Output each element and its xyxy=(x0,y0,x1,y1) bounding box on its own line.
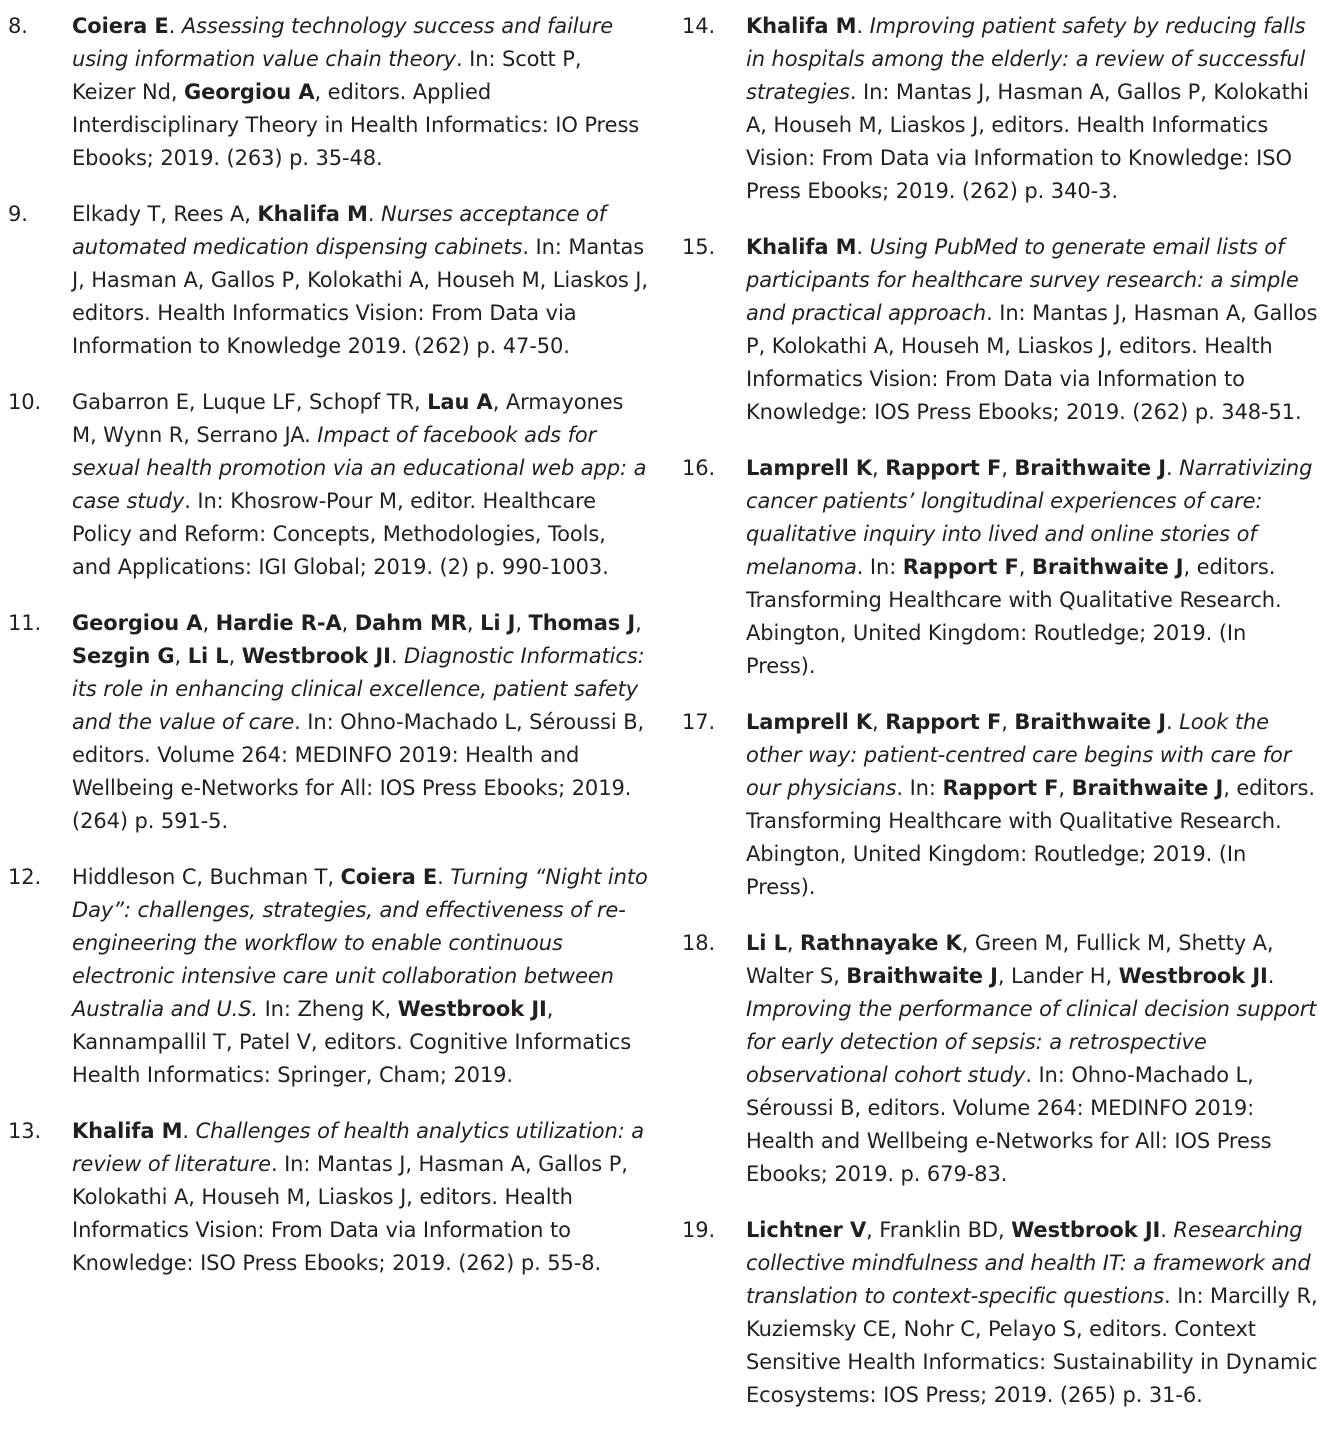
author-name-bold: Westbrook JI xyxy=(1118,964,1268,988)
author-name-bold: Braithwaite J xyxy=(846,964,998,988)
author-name-bold: Li L xyxy=(187,644,229,668)
citation-text: . In: xyxy=(856,555,903,579)
author-name-bold: Sezgin G xyxy=(72,644,175,668)
author-name-bold: Braithwaite J xyxy=(1071,776,1224,800)
author-name-bold: Lamprell K xyxy=(746,710,873,734)
reference-number: 10. xyxy=(8,390,42,414)
citation-text: . In: Mantas J, Hasman A, Gallos P, Kolokathi A, Househ M, Liaskos J, editors. Health Informatics Vision: From Data via Information to Knowledge: IOS Press Ebooks; 2019. (262) p. 348-51. xyxy=(746,301,1318,424)
citation-text: , editors. Transforming Healthcare with Qualitative Research. Abington, United Kingdom: Routledge; 2019. (In Press). xyxy=(746,776,1315,899)
author-name-bold: Braithwaite J xyxy=(1014,710,1166,734)
author-name-bold: Braithwaite J xyxy=(1014,456,1166,480)
reference-entry xyxy=(8,1115,650,1280)
citation-text: Gabarron E, Luque LF, Schopf TR, xyxy=(72,390,428,414)
citation-text: . xyxy=(437,865,451,889)
citation-text: . xyxy=(856,14,870,38)
reference-number: 8. xyxy=(8,14,28,38)
reference-entry xyxy=(682,1214,1322,1412)
citation-text: , xyxy=(1058,776,1072,800)
citation-text: . In: Mantas J, Hasman A, Gallos P, Kolokathi A, Househ M, Liaskos J, editors. Health Informatics Vision: From Data via Information to Knowledge: ISO Press Ebooks; 2019. (262) p. 55-8. xyxy=(72,1152,628,1275)
article-title: Nurses acceptance of automated medication dispensing cabinets xyxy=(72,202,607,259)
citation-text: , xyxy=(515,611,529,635)
author-name-bold: Lau A xyxy=(427,390,493,414)
reference-text xyxy=(746,456,1312,678)
reference-text xyxy=(746,1218,1318,1407)
reference-entry xyxy=(8,607,650,838)
citation-text: , Franklin BD, xyxy=(866,1218,1012,1242)
citation-text: , xyxy=(635,611,642,635)
article-title: Researching collective mindfulness and health IT: a framework and translation to context-specific questions xyxy=(746,1218,1311,1308)
citation-text: . xyxy=(182,1119,196,1143)
author-name-bold: Rapport F xyxy=(942,776,1059,800)
article-title: Challenges of health analytics utilization: a review of literature xyxy=(72,1119,645,1176)
author-name-bold: Rathnayake K xyxy=(800,931,962,955)
citation-text: , xyxy=(202,611,216,635)
citation-text: Elkady T, Rees A, xyxy=(72,202,258,226)
reference-entry xyxy=(8,10,650,175)
author-name-bold: Rapport F xyxy=(885,456,1002,480)
author-name-bold: Khalifa M xyxy=(746,14,857,38)
citation-text: , xyxy=(872,710,886,734)
author-name-bold: Westbrook JI xyxy=(1011,1218,1161,1242)
author-name-bold: Khalifa M xyxy=(257,202,368,226)
citation-text: . xyxy=(168,14,182,38)
citation-text: . In: Marcilly R, Kuziemsky CE, Nohr C, Pelayo S, editors. Context Sensitive Health Informatics: Sustainability in Dynamic Ecosystems: IOS Press; 2019. (265) p. 31-6. xyxy=(746,1284,1318,1407)
author-name-bold: Rapport F xyxy=(902,555,1019,579)
citation-text: . xyxy=(1165,710,1180,734)
citation-text: , xyxy=(1018,555,1032,579)
reference-text xyxy=(72,865,648,1087)
author-name-bold: Rapport F xyxy=(885,710,1002,734)
reference-entry xyxy=(8,198,650,363)
reference-entry xyxy=(8,861,650,1092)
citation-text: , xyxy=(466,611,481,635)
citation-text: . In: Ohno-Machado L, Séroussi B, editors. Volume 264: MEDINFO 2019: Health and Wellbeing e-Networks for All: IOS Press Ebooks; 2019. (264) p. 591-5. xyxy=(72,710,645,833)
citation-text: , Kannampallil T, Patel V, editors. Cognitive Informatics Health Informatics: Springer, Cham; 2019. xyxy=(72,997,632,1087)
citation-text: . In: Scott P, Keizer Nd, xyxy=(72,47,582,104)
citation-text: . In: Mantas J, Hasman A, Gallos P, Kolokathi A, Househ M, Liaskos J, editors. Health Informatics Vision: From Data via Information to Knowledge: ISO Press Ebooks; 2019. (262) p. 340-3. xyxy=(746,80,1309,203)
citation-text: . xyxy=(1165,456,1180,480)
citation-text: . In: Khosrow-Pour M, editor. Healthcare Policy and Reform: Concepts, Methodologies, Tools, and Applications: IGI Global; 2019. (2) p. 990-1003. xyxy=(72,489,609,579)
citation-text: . xyxy=(390,644,405,668)
reference-entry xyxy=(682,10,1322,208)
author-name-bold: Coiera E xyxy=(340,865,438,889)
citation-text: , editors. Applied Interdisciplinary Theory in Health Informatics: IO Press Ebooks; 2019. (263) p. 35-48. xyxy=(72,80,640,170)
citation-text: , Armayones M, Wynn R, Serrano JA. xyxy=(72,390,624,447)
reference-number: 11. xyxy=(8,611,42,635)
article-title: Narrativizing cancer patients’ longitudinal experiences of care: qualitative inquiry into lived and online stories of melanoma xyxy=(746,456,1313,579)
article-title: Improving patient safety by reducing falls in hospitals among the elderly: a review of successful strategies xyxy=(746,14,1306,104)
article-title: Look the other way: patient-centred care begins with care for our physicians xyxy=(746,710,1292,800)
reference-text xyxy=(746,14,1309,203)
reference-number: 17. xyxy=(682,710,716,734)
reference-number: 18. xyxy=(682,931,716,955)
citation-text: , xyxy=(341,611,355,635)
citation-text: . xyxy=(1267,964,1275,988)
citation-text: , xyxy=(228,644,242,668)
reference-text xyxy=(72,202,648,358)
reference-text xyxy=(72,390,646,579)
article-title: Impact of facebook ads for sexual health promotion via an educational web app: a case study xyxy=(72,423,647,513)
citation-text: , Lander H, xyxy=(997,964,1119,988)
reference-column-left xyxy=(8,10,650,1303)
author-name-bold: Khalifa M xyxy=(746,235,857,259)
author-name-bold: Georgiou A xyxy=(184,80,315,104)
reference-column-right xyxy=(682,10,1322,1435)
citation-text: Hiddleson C, Buchman T, xyxy=(72,865,341,889)
author-name-bold: Coiera E xyxy=(72,14,169,38)
reference-number: 15. xyxy=(682,235,716,259)
citation-text: , xyxy=(1001,710,1015,734)
citation-text: , xyxy=(174,644,188,668)
article-title: Using PubMed to generate email lists of participants for healthcare survey research: a simple and practical approach xyxy=(746,235,1299,325)
citation-text: , xyxy=(872,456,886,480)
author-name-bold: Westbrook JI xyxy=(397,997,547,1021)
author-name-bold: Westbrook JI xyxy=(241,644,391,668)
reference-number: 13. xyxy=(8,1119,42,1143)
article-title: Diagnostic Informatics: its role in enhancing clinical excellence, patient safety and the value of care xyxy=(72,644,645,734)
citation-text: . In: xyxy=(896,776,943,800)
citation-text: , Green M, Fullick M, Shetty A, Walter S, xyxy=(746,931,1274,988)
reference-entry xyxy=(682,452,1322,683)
article-title: Improving the performance of clinical decision support for early detection of sepsis: a retrospective observational cohort study xyxy=(746,997,1317,1087)
citation-text: . xyxy=(367,202,381,226)
author-name-bold: Dahm MR xyxy=(354,611,467,635)
author-name-bold: Li L xyxy=(746,931,787,955)
author-name-bold: Braithwaite J xyxy=(1031,555,1184,579)
citation-text: , xyxy=(1001,456,1015,480)
author-name-bold: Thomas J xyxy=(528,611,636,635)
reference-text xyxy=(746,931,1316,1186)
citation-text: , xyxy=(786,931,801,955)
author-name-bold: Khalifa M xyxy=(72,1119,183,1143)
reference-entry xyxy=(682,706,1322,904)
author-name-bold: Lamprell K xyxy=(746,456,873,480)
reference-text xyxy=(746,710,1315,899)
citation-text: . xyxy=(856,235,870,259)
article-title: Turning “Night into Day”: challenges, strategies, and effectiveness of re-engineering the workflow to enable continuous electronic intensive care unit collaboration between Australia and U.S. xyxy=(72,865,648,1021)
reference-entry xyxy=(8,386,650,584)
reference-text xyxy=(72,1119,644,1275)
citation-text: . xyxy=(1160,1218,1174,1242)
reference-number: 16. xyxy=(682,456,716,480)
citation-text: , editors. Transforming Healthcare with Qualitative Research. Abington, United Kingdom: Routledge; 2019. (In Press). xyxy=(746,555,1282,678)
author-name-bold: Hardie R-A xyxy=(215,611,342,635)
citation-text: In: Zheng K, xyxy=(258,997,398,1021)
reference-text xyxy=(72,611,645,833)
reference-text xyxy=(72,14,639,170)
reference-text xyxy=(746,235,1317,424)
reference-number: 12. xyxy=(8,865,42,889)
reference-number: 9. xyxy=(8,202,28,226)
reference-entry xyxy=(682,927,1322,1191)
author-name-bold: Georgiou A xyxy=(72,611,203,635)
citation-text: . In: Ohno-Machado L, Séroussi B, editors. Volume 264: MEDINFO 2019: Health and Wellbeing e-Networks for All: IOS Press Ebooks; 2019. p. 679-83. xyxy=(746,1063,1272,1186)
article-title: Assessing technology success and failure using information value chain theory xyxy=(72,14,614,71)
reference-entry xyxy=(682,231,1322,429)
author-name-bold: Lichtner V xyxy=(746,1218,867,1242)
reference-number: 19. xyxy=(682,1218,716,1242)
citation-text: . In: Mantas J, Hasman A, Gallos P, Kolokathi A, Househ M, Liaskos J, editors. Health Informatics Vision: From Data via Information to Knowledge 2019. (262) p. 47-50. xyxy=(72,235,648,358)
reference-number: 14. xyxy=(682,14,716,38)
author-name-bold: Li J xyxy=(480,611,516,635)
